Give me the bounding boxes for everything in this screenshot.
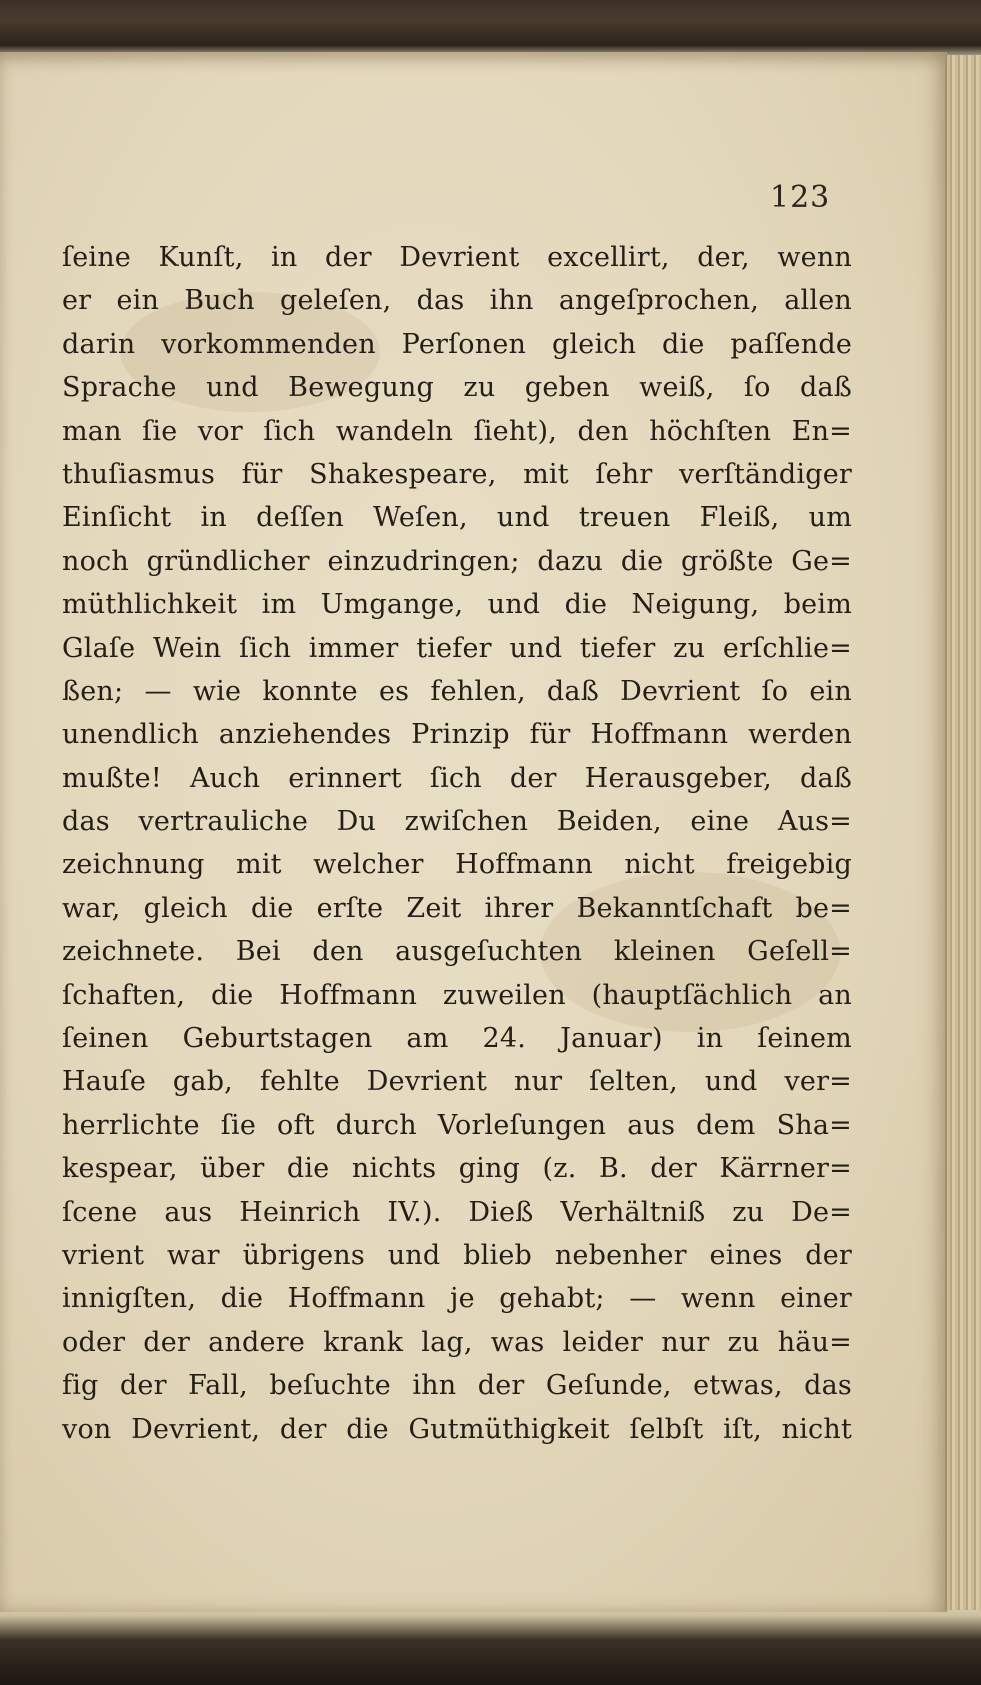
text-line: thuſiasmus für Shakespeare, mit ſehr verſtändiger [62,458,852,490]
text-line: darin vorkommenden Perſonen gleich die paſſende [62,328,852,360]
text-line: noch gründlicher einzudringen; dazu die größte Ge= [62,545,852,577]
text-line: Einſicht in deſſen Weſen, und treuen Fleiß, um [62,502,852,534]
text-line: er ein Buch geleſen, das ihn angeſprochen, allen [62,285,852,317]
text-line: Sprache und Bewegung zu geben weiß, ſo daß [62,372,852,404]
text-line: ſeinen Geburtstagen am 24. Januar) in ſeinem [62,1023,852,1055]
text-line: Glaſe Wein ſich immer tiefer und tiefer zu erſchlie= [62,632,852,664]
text-line: herrlichte ſie oft durch Vorleſungen aus dem Sha= [62,1109,852,1141]
text-line: fig der Fall, beſuchte ihn der Geſunde, etwas, das [62,1370,852,1402]
text-line: müthlichkeit im Umgange, und die Neigung, beim [62,589,852,621]
page-number: 123 [770,180,831,215]
text-line: mußte! Auch erinnert ſich der Herausgeber, daß [62,762,852,794]
text-line: Hauſe gab, fehlte Devrient nur ſelten, und ver= [62,1066,852,1098]
text-line: das vertrauliche Du zwiſchen Beiden, eine Aus= [62,806,852,838]
text-line: ſeine Kunſt, in der Devrient excellirt, der, wenn [62,242,852,273]
text-line: ſchaften, die Hoffmann zuweilen (hauptſächlich an [62,979,852,1011]
text-line: vrient war übrigens und blieb nebenher eines der [62,1239,852,1271]
body-text [62,236,852,1451]
text-line: innigſten, die Hoffmann je gehabt; — wenn einer [62,1283,852,1315]
text-line: kespear, über die nichts ging (z. B. der Kärrner= [62,1153,852,1185]
text-line: zeichnete. Bei den ausgeſuchten kleinen Geſell= [62,936,852,968]
text-line: unendlich anziehendes Prinzip für Hoffmann werden [62,719,852,751]
text-line: war, gleich die erſte Zeit ihrer Bekanntſchaft be= [62,892,852,924]
text-line: von Devrient, der die Gutmüthigkeit ſelbſt iſt, nicht [62,1413,852,1445]
text-line: oder der andere krank lag, was leider nur zu häu= [62,1326,852,1358]
text-line: zeichnung mit welcher Hoffmann nicht freigebig [62,849,852,881]
text-line: ſcene aus Heinrich IV.). Dieß Verhältniß zu De= [62,1196,852,1228]
page-edges [945,55,981,1610]
text-line: ßen; — wie konnte es fehlen, daß Devrient ſo ein [62,675,852,707]
text-line: man ſie vor ſich wandeln ſieht), den höchſten En= [62,415,852,447]
